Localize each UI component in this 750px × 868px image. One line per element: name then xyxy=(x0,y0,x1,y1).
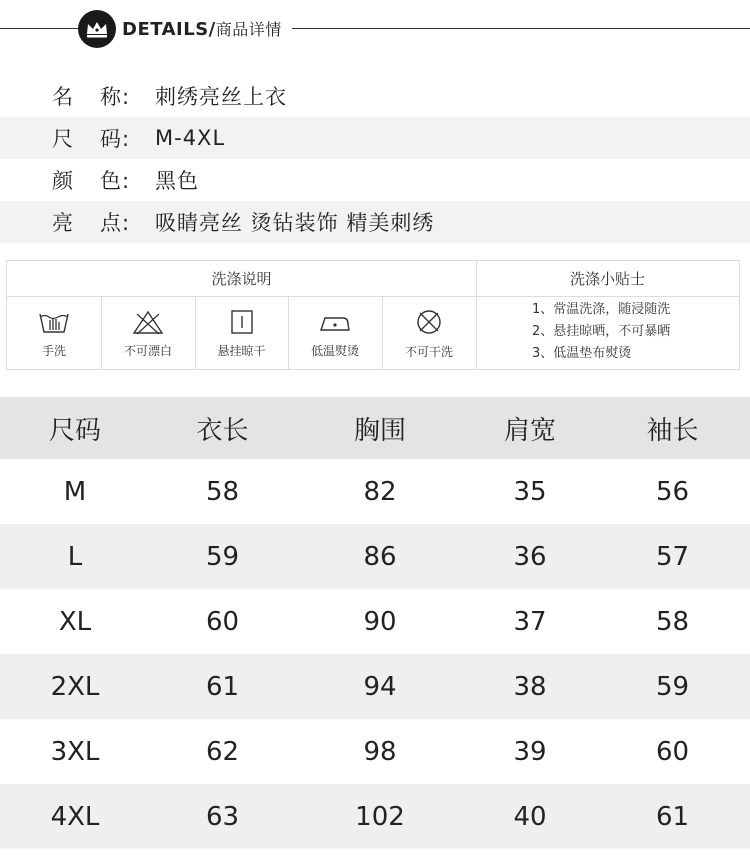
care-item-low-iron xyxy=(288,297,382,369)
size-chart-header xyxy=(0,397,750,459)
detail-value: M-4XL xyxy=(155,126,226,150)
page-title: DETAILS/商品详情 xyxy=(122,19,282,40)
details-header xyxy=(0,0,750,58)
size-chart xyxy=(0,397,750,849)
product-details xyxy=(0,75,750,243)
care-label: 手洗 xyxy=(41,343,66,358)
table-row: L 59 86 36 57 xyxy=(0,524,750,589)
table-row: M 58 82 35 56 xyxy=(63,476,690,507)
no-tumble-dry-icon xyxy=(412,307,446,337)
header-divider-right xyxy=(292,28,750,29)
wash-tips-header: 洗涤小贴士 xyxy=(476,261,739,297)
crown-icon xyxy=(78,10,116,48)
hang-dry-icon xyxy=(225,308,259,336)
detail-row-name: 名 称: 刺绣亮丝上衣 xyxy=(0,75,750,117)
care-label: 低温熨烫 xyxy=(310,343,359,358)
table-row: 3XL 62 98 39 60 xyxy=(50,736,690,767)
no-bleach-icon xyxy=(131,308,165,336)
wash-tip: 2、悬挂晾晒，不可暴晒 xyxy=(532,324,671,339)
detail-row-size: 尺 码: M-4XL xyxy=(0,117,750,159)
detail-row-highlights: 亮 点: 吸睛亮丝 烫钻装饰 精美刺绣 xyxy=(0,201,750,243)
header-length: 衣长 xyxy=(196,415,249,446)
low-iron-icon xyxy=(317,308,353,336)
header-chest: 胸围 xyxy=(353,415,406,446)
detail-value: 刺绣亮丝上衣 xyxy=(155,85,287,109)
care-item-hang-dry xyxy=(195,297,288,369)
header-sleeve: 袖长 xyxy=(646,415,699,446)
wash-tip: 3、低温垫布熨烫 xyxy=(532,346,632,361)
care-item-no-dry-clean xyxy=(382,297,476,369)
care-label: 不可干洗 xyxy=(404,344,453,359)
detail-row-color: 颜 色: 黑色 xyxy=(0,159,750,201)
table-row: 2XL 61 94 38 59 xyxy=(0,654,750,719)
header-divider-left xyxy=(0,28,80,29)
table-row: XL 60 90 37 58 xyxy=(58,606,690,637)
wash-tips-list xyxy=(477,299,739,365)
table-row: 4XL 63 102 40 61 xyxy=(0,784,750,849)
care-item-hand-wash xyxy=(7,297,101,369)
care-label: 不可漂白 xyxy=(123,343,172,358)
care-item-no-bleach xyxy=(101,297,195,369)
detail-value: 吸睛亮丝 烫钻装饰 精美刺绣 xyxy=(155,211,435,235)
hand-wash-icon xyxy=(37,308,71,336)
care-instructions-table xyxy=(6,260,740,370)
header-size: 尺码 xyxy=(48,415,101,446)
header-shoulder: 肩宽 xyxy=(503,415,556,446)
wash-tip: 1、常温洗涤，随浸随洗 xyxy=(532,302,671,317)
care-label: 悬挂晾干 xyxy=(217,343,266,358)
wash-instructions-header: 洗涤说明 xyxy=(7,261,476,297)
detail-value: 黑色 xyxy=(155,169,199,193)
